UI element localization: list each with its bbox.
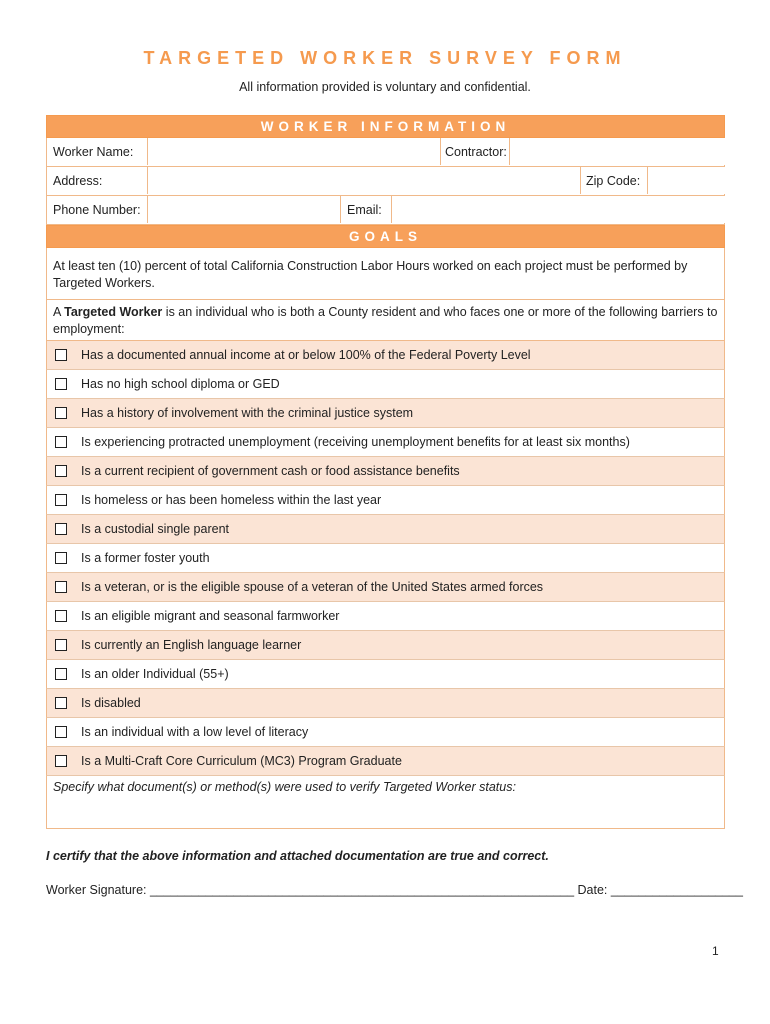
checkbox[interactable] bbox=[55, 668, 67, 680]
barrier-label: Is a custodial single parent bbox=[81, 522, 230, 536]
barrier-row bbox=[46, 689, 725, 718]
barrier-row bbox=[46, 602, 725, 631]
certification-statement: I certify that the above information and attached documentation are true and correct. bbox=[46, 849, 549, 863]
survey-form bbox=[46, 115, 725, 829]
barrier-row bbox=[46, 631, 725, 660]
barrier-label: Is a Multi-Craft Core Curriculum (MC3) Program Graduate bbox=[81, 754, 402, 768]
checkbox[interactable] bbox=[55, 407, 67, 419]
barrier-label: Has a history of involvement with the criminal justice system bbox=[81, 406, 414, 420]
barrier-label: Is a veteran, or is the eligible spouse of a veteran of the United States armed forces bbox=[81, 580, 544, 594]
definition-term: Targeted Worker bbox=[64, 305, 163, 319]
checkbox[interactable] bbox=[55, 378, 67, 390]
form-subtitle: All information provided is voluntary and confidential. bbox=[239, 80, 531, 94]
zip-code-field[interactable] bbox=[647, 167, 726, 194]
checkbox[interactable] bbox=[55, 697, 67, 709]
checkbox[interactable] bbox=[55, 610, 67, 622]
barrier-row bbox=[46, 660, 725, 689]
targeted-worker-definition bbox=[46, 300, 725, 341]
definition-text: is an individual who is both a County resident and who faces one or more of the following barriers to employment: bbox=[53, 305, 718, 336]
barrier-row bbox=[46, 457, 725, 486]
barrier-row bbox=[46, 486, 725, 515]
barrier-row bbox=[46, 747, 725, 776]
barrier-row bbox=[46, 573, 725, 602]
worker-information-band: WORKER INFORMATION bbox=[46, 115, 725, 138]
barrier-label: Is an eligible migrant and seasonal farmworker bbox=[81, 609, 340, 623]
barrier-label: Is experiencing protracted unemployment (receiving unemployment benefits for at least six months) bbox=[81, 435, 630, 449]
email-label: Email: bbox=[347, 203, 382, 217]
barrier-label: Is a current recipient of government cash or food assistance benefits bbox=[81, 464, 460, 478]
form-title: TARGETED WORKER SURVEY FORM bbox=[143, 48, 627, 68]
verification-field[interactable] bbox=[46, 776, 725, 829]
checkbox[interactable] bbox=[55, 639, 67, 651]
checkbox[interactable] bbox=[55, 349, 67, 361]
checkbox[interactable] bbox=[55, 726, 67, 738]
verification-label: Specify what document(s) or method(s) were used to verify Targeted Worker status: bbox=[53, 780, 516, 794]
barrier-row bbox=[46, 718, 725, 747]
barrier-label: Is a former foster youth bbox=[81, 551, 210, 565]
worker-name-field[interactable] bbox=[147, 138, 441, 165]
phone-number-label: Phone Number: bbox=[53, 203, 141, 217]
contractor-field[interactable] bbox=[509, 138, 726, 165]
worker-signature-field[interactable]: Worker Signature: _____________________________________________________________ bbox=[46, 883, 575, 897]
barrier-label: Is disabled bbox=[81, 696, 141, 710]
barrier-list bbox=[46, 341, 725, 776]
page-number: 1 bbox=[712, 944, 719, 958]
phone-number-field[interactable] bbox=[147, 196, 341, 223]
barrier-label: Has a documented annual income at or below 100% of the Federal Poverty Level bbox=[81, 348, 531, 362]
checkbox[interactable] bbox=[55, 465, 67, 477]
barrier-row bbox=[46, 515, 725, 544]
barrier-row bbox=[46, 544, 725, 573]
goals-text: At least ten (10) percent of total California Construction Labor Hours worked on each project must be performed by Targeted Workers. bbox=[46, 248, 725, 300]
checkbox[interactable] bbox=[55, 436, 67, 448]
date-field[interactable]: Date: ___________________ bbox=[574, 883, 743, 897]
worker-name-label: Worker Name: bbox=[53, 145, 134, 159]
definition-prefix: A bbox=[53, 305, 65, 319]
address-row bbox=[46, 167, 725, 196]
checkbox[interactable] bbox=[55, 494, 67, 506]
checkbox[interactable] bbox=[55, 581, 67, 593]
address-field[interactable] bbox=[147, 167, 581, 194]
barrier-row bbox=[46, 399, 725, 428]
barrier-row bbox=[46, 428, 725, 457]
signature-line bbox=[46, 883, 743, 897]
barrier-label: Is homeless or has been homeless within the last year bbox=[81, 493, 382, 507]
barrier-row bbox=[46, 341, 725, 370]
goals-band: GOALS bbox=[46, 225, 725, 248]
email-field[interactable] bbox=[391, 196, 726, 223]
checkbox[interactable] bbox=[55, 523, 67, 535]
barrier-label: Is currently an English language learner bbox=[81, 638, 302, 652]
barrier-label: Is an individual with a low level of literacy bbox=[81, 725, 309, 739]
phone-email-row bbox=[46, 196, 725, 225]
checkbox[interactable] bbox=[55, 755, 67, 767]
worker-name-row bbox=[46, 138, 725, 167]
checkbox[interactable] bbox=[55, 552, 67, 564]
zip-code-label: Zip Code: bbox=[586, 174, 641, 188]
barrier-label: Is an older Individual (55+) bbox=[81, 667, 229, 681]
contractor-label: Contractor: bbox=[445, 145, 507, 159]
address-label: Address: bbox=[53, 174, 103, 188]
barrier-label: Has no high school diploma or GED bbox=[81, 377, 280, 391]
barrier-row bbox=[46, 370, 725, 399]
